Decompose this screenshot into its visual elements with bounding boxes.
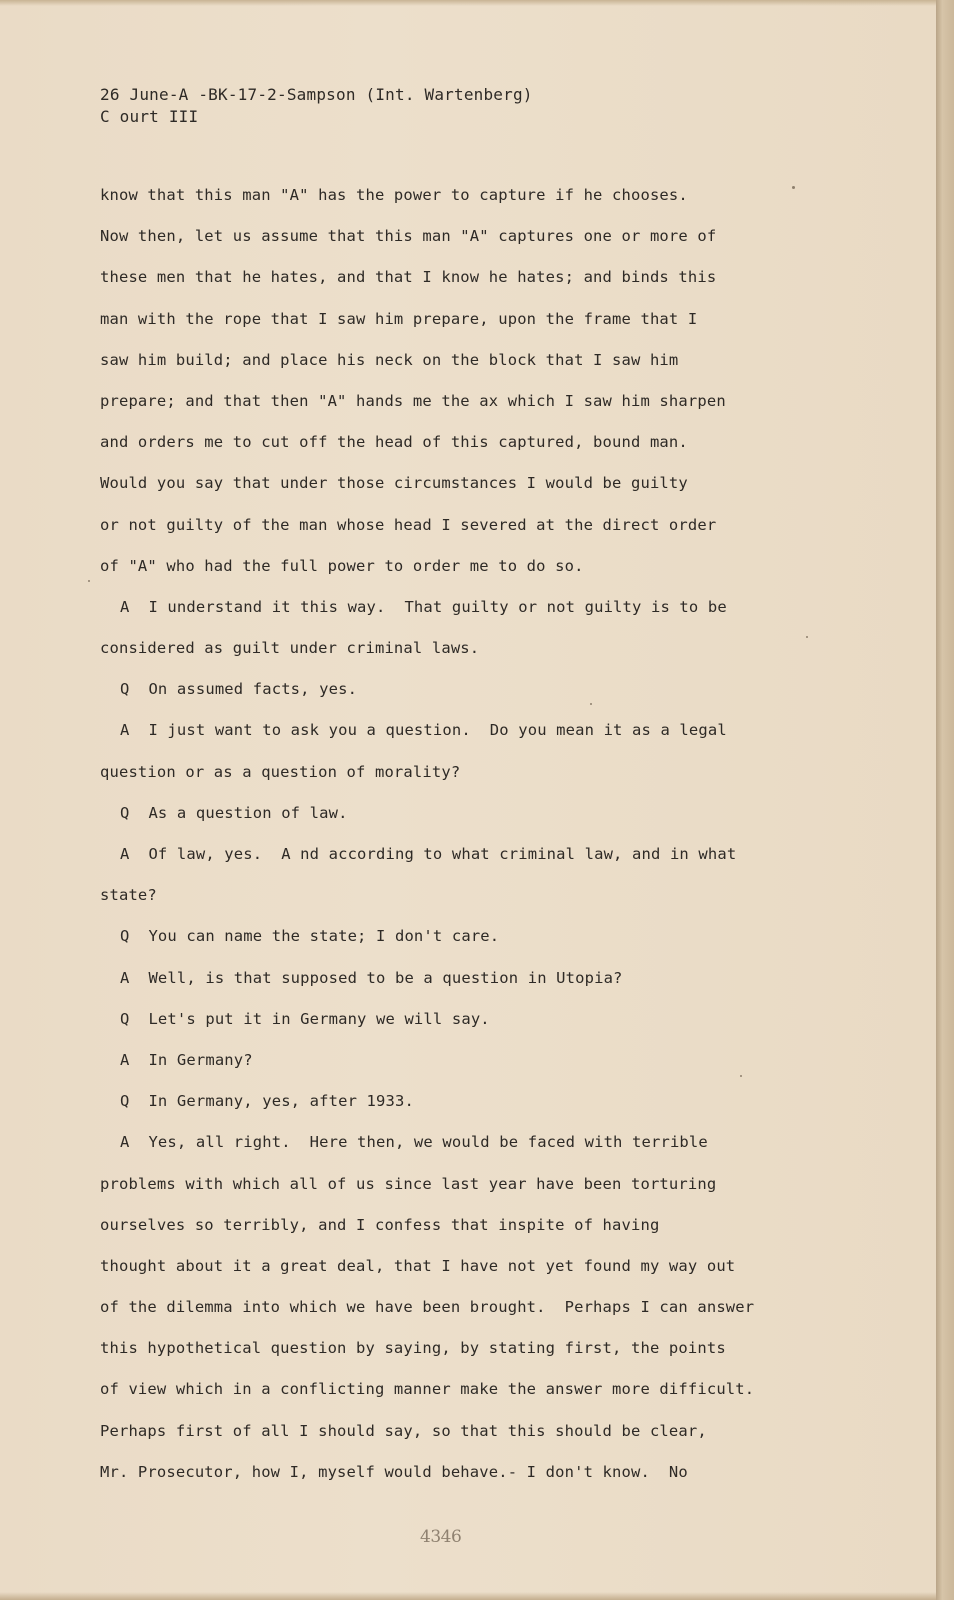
paper-speck	[590, 703, 592, 705]
question-line: Q As a question of law.	[120, 803, 348, 822]
question-line: Q In Germany, yes, after 1933.	[120, 1092, 414, 1111]
text-line: know that this man "A" has the power to capture if he chooses.	[100, 186, 688, 204]
text-line: Mr. Prosecutor, how I, myself would behave.- I don't know. No	[100, 1462, 688, 1481]
answer-line: A Of law, yes. A nd according to what criminal law, and in what	[120, 845, 737, 863]
text-line: of view which in a conflicting manner make the answer more difficult.	[100, 1380, 755, 1399]
answer-line: A I just want to ask you a question. Do you mean it as a legal	[120, 721, 727, 740]
text-line: Now then, let us assume that this man "A" captures one or more of	[100, 227, 717, 246]
text-line: considered as guilt under criminal laws.	[100, 639, 480, 658]
text-line: and orders me to cut off the head of this captured, bound man.	[100, 433, 688, 452]
text-line: man with the rope that I saw him prepare, upon the frame that I	[100, 309, 698, 328]
header-line-2: C ourt III	[100, 107, 199, 126]
text-line: question or as a question of morality?	[100, 762, 461, 781]
answer-line: A Yes, all right. Here then, we would be faced with terrible	[120, 1133, 708, 1152]
answer-line: A In Germany?	[120, 1050, 253, 1069]
page-edge	[936, 0, 954, 1600]
text-line: state?	[100, 886, 157, 905]
text-line: or not guilty of the man whose head I severed at the direct order	[100, 515, 717, 534]
paper-speck	[792, 186, 795, 189]
paper-speck	[88, 580, 90, 582]
text-line: prepare; and that then "A" hands me the ax which I saw him sharpen	[100, 391, 726, 410]
bottom-shadow	[0, 1592, 940, 1600]
text-line: ourselves so terribly, and I confess that inspite of having	[100, 1215, 660, 1234]
text-line: thought about it a great deal, that I have not yet found my way out	[100, 1256, 736, 1275]
transcript-body	[100, 183, 820, 1501]
answer-line: A I understand it this way. That guilty or not guilty is to be	[120, 597, 727, 616]
text-line: of the dilemma into which we have been brought. Perhaps I can answer	[100, 1298, 755, 1317]
text-line: Perhaps first of all I should say, so that this should be clear,	[100, 1421, 707, 1440]
paper-speck	[740, 1075, 742, 1077]
text-line: saw him build; and place his neck on the block that I saw him	[100, 350, 679, 369]
text-line: Would you say that under those circumstances I would be guilty	[100, 474, 688, 493]
text-line: this hypothetical question by saying, by stating first, the points	[100, 1339, 726, 1358]
question-line: Q You can name the state; I don't care.	[120, 927, 500, 946]
answer-line: A Well, is that supposed to be a question in Utopia?	[120, 968, 623, 987]
top-shadow	[0, 0, 940, 6]
page-number: 4346	[420, 1527, 462, 1547]
text-line: these men that he hates, and that I know he hates; and binds this	[100, 268, 717, 287]
question-line: Q Let's put it in Germany we will say.	[120, 1009, 490, 1028]
question-line: Q On assumed facts, yes.	[120, 680, 358, 699]
text-line: of "A" who had the full power to order me to do so.	[100, 556, 584, 575]
header-line-1: 26 June-A -BK-17-2-Sampson (Int. Wartenberg)	[100, 85, 533, 104]
document-header	[100, 84, 533, 128]
text-line: problems with which all of us since last year have been torturing	[100, 1174, 717, 1193]
paper-speck	[806, 636, 808, 638]
